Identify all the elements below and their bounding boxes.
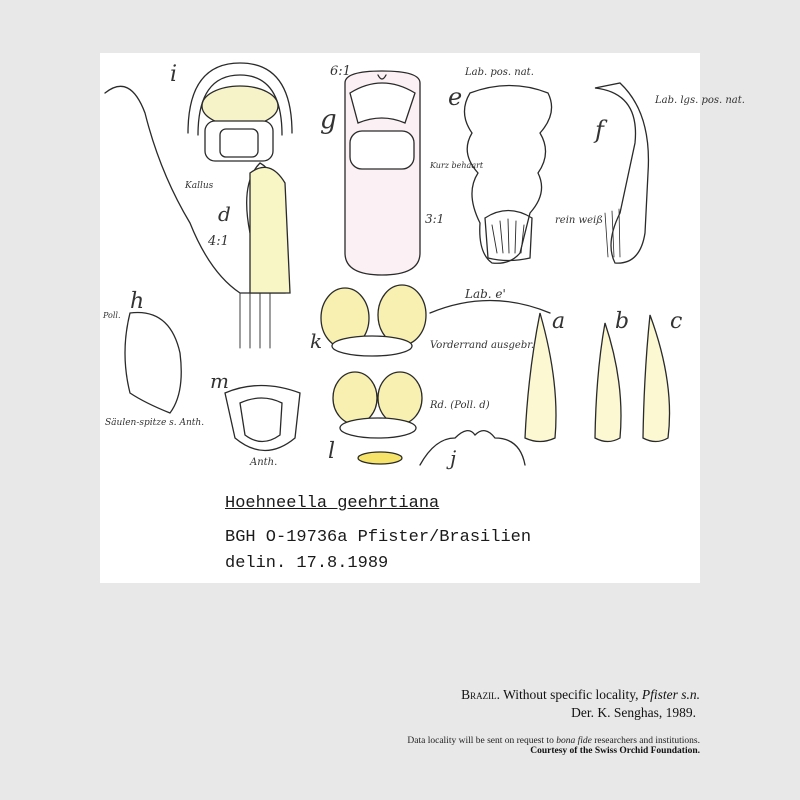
- label-e-color: rein weiß: [555, 215, 603, 226]
- figure-f: [595, 83, 648, 263]
- figure-i: [188, 63, 292, 161]
- caption: [407, 686, 700, 756]
- label-m-note: Anth.: [250, 457, 278, 468]
- delineation-date: delin. 17.8.1989: [225, 554, 389, 573]
- label-l: l: [328, 439, 336, 464]
- label-j: j: [450, 446, 457, 470]
- label-d-scale: 4:1: [208, 234, 229, 249]
- note-prefix: Data locality will be sent on request to: [407, 736, 557, 746]
- country: Brazil: [461, 687, 497, 702]
- figure-g: [345, 71, 420, 275]
- locality-text: . Without specific locality,: [496, 687, 642, 702]
- label-e-prime-note: Vorderrand ausgebr.: [430, 340, 535, 351]
- label-f-note: Lab. lgs. pos. nat.: [655, 95, 745, 106]
- label-e: e: [448, 83, 463, 111]
- figure-h: [125, 313, 181, 414]
- figure-c: [643, 315, 670, 442]
- label-f: f: [595, 116, 604, 144]
- voucher-number: BGH O-19736a Pfister/Brasilien: [225, 528, 532, 547]
- figure-b: [595, 323, 621, 442]
- label-b: b: [615, 309, 630, 334]
- label-c: c: [670, 309, 683, 334]
- label-m: m: [210, 369, 229, 393]
- label-g-scale: 6:1: [330, 64, 351, 79]
- label-h: h: [130, 289, 145, 314]
- label-k: k: [310, 329, 323, 353]
- figure-l: [333, 372, 422, 464]
- figure-m: [225, 386, 300, 451]
- figure-k: [321, 285, 426, 356]
- botanical-drawing: [100, 53, 745, 473]
- data-request-note: [407, 736, 700, 746]
- label-d: d: [218, 202, 231, 226]
- label-a: a: [552, 309, 566, 334]
- locality-line: [407, 686, 700, 704]
- label-e-note2: Kurz behaart: [430, 161, 484, 170]
- label-d-note: Kallus: [185, 181, 214, 191]
- label-e-note: Lab. pos. nat.: [465, 67, 534, 78]
- collector: Pfister s.n.: [641, 687, 700, 702]
- label-e-prime: Lab. e': [465, 287, 506, 301]
- species-name: Hoehneella geehrtiana: [225, 494, 440, 513]
- determiner: Der. K. Senghas, 1989.: [571, 705, 696, 720]
- label-e-prime-note2: Rd. (Poll. d): [430, 400, 490, 411]
- label-e-scale: 3:1: [425, 212, 445, 226]
- figure-e: [464, 86, 551, 264]
- note-emphasis: bona fide: [556, 736, 592, 746]
- label-h-caption: Säulen-spitze s. Anth.: [105, 418, 205, 428]
- label-i: i: [170, 62, 178, 87]
- note-suffix: researchers and institutions.: [591, 736, 700, 746]
- label-h-note: Poll.: [103, 311, 121, 320]
- herbarium-sheet: [100, 53, 745, 583]
- courtesy-line: Courtesy of the Swiss Orchid Foundation.: [530, 746, 700, 756]
- label-g: g: [320, 105, 337, 135]
